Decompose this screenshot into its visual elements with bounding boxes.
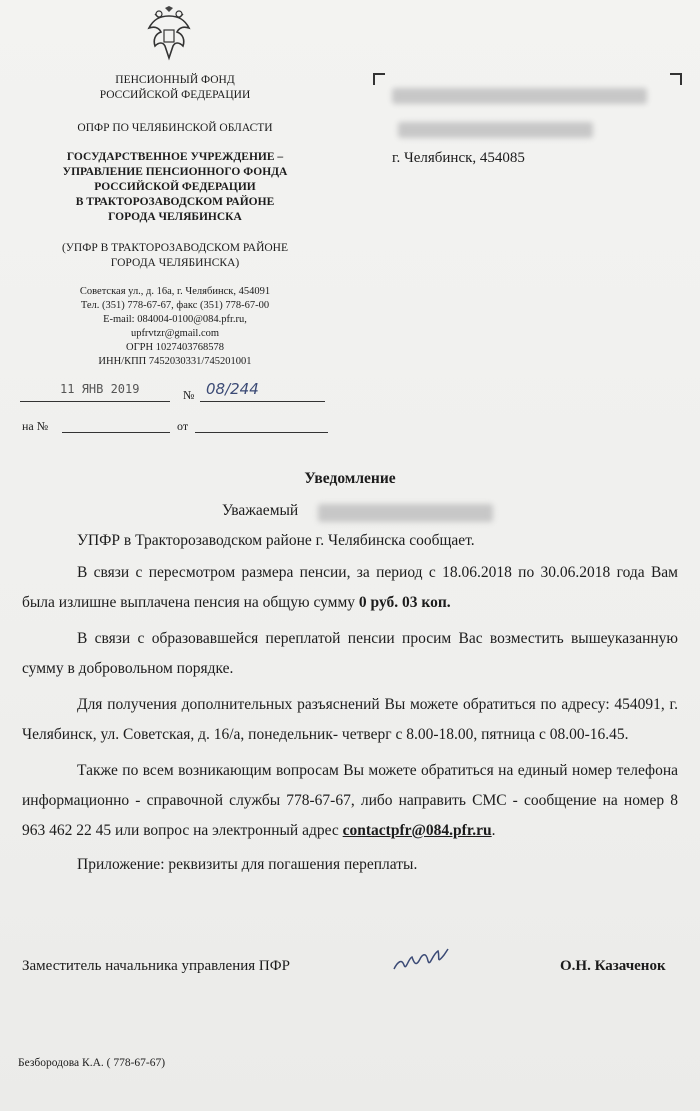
address-corner-mark bbox=[373, 73, 375, 85]
outgoing-number: 08/244 bbox=[206, 380, 259, 398]
fund-name-line1: ПЕНСИОННЫЙ ФОНД bbox=[115, 74, 235, 86]
russian-eagle-emblem-icon bbox=[145, 6, 193, 62]
reference-date-label: от bbox=[177, 419, 189, 433]
reference-date-field bbox=[195, 432, 328, 433]
number-underline bbox=[200, 401, 325, 402]
contact-email-link[interactable]: contactpfr@084.pfr.ru bbox=[342, 822, 492, 839]
institution-line: РОССИЙСКОЙ ФЕДЕРАЦИИ bbox=[94, 181, 256, 193]
institution-name bbox=[20, 150, 330, 225]
email-line: E-mail: 084004-0100@084.pfr.ru, bbox=[103, 314, 247, 325]
reference-number-label: на № bbox=[22, 419, 49, 433]
handwritten-signature-icon bbox=[392, 945, 450, 975]
institution-line: В ТРАКТОРОЗАВОДСКОМ РАЙОНЕ bbox=[75, 196, 275, 208]
overpayment-amount: 0 руб. 03 коп. bbox=[358, 594, 451, 611]
signatory-position: Заместитель начальника управления ПФР bbox=[22, 958, 290, 974]
contact-text-end: . bbox=[491, 822, 496, 839]
regional-office: ОПФР ПО ЧЕЛЯБИНСКОЙ ОБЛАСТИ bbox=[77, 122, 273, 134]
recipient-city: г. Челябинск, 454085 bbox=[392, 150, 525, 166]
overpayment-text: В связи с пересмотром размера пенсии, за период с 18.06.2018 по 30.06.2018 года Вам была излишне выплачена пенсия на общую сумму bbox=[22, 564, 678, 611]
email-line-2: upfrvtzr@gmail.com bbox=[130, 328, 220, 339]
institution-line: ГОСУДАРСТВЕННОЕ УЧРЕЖДЕНИЕ – bbox=[66, 151, 284, 163]
institution-line: УПРАВЛЕНИЕ ПЕНСИОННОГО ФОНДА bbox=[62, 166, 288, 178]
notice-body bbox=[22, 526, 678, 880]
reference-number-field bbox=[62, 432, 170, 433]
date-stamp: 11 ЯНВ 2019 bbox=[60, 382, 140, 396]
attachment-line: Приложение: реквизиты для погашения переплаты. bbox=[77, 856, 418, 873]
redacted-addressee-name bbox=[318, 504, 493, 522]
date-underline bbox=[20, 401, 170, 402]
short-name-line: (УПФР В ТРАКТОРОЗАВОДСКОМ РАЙОНЕ bbox=[61, 242, 289, 254]
address-corner-mark bbox=[373, 73, 385, 75]
overpayment-paragraph bbox=[22, 558, 678, 618]
institution-line: ГОРОДА ЧЕЛЯБИНСКА bbox=[108, 211, 242, 223]
repayment-request-paragraph: В связи с образовавшейся переплатой пенсии просим Вас возместить вышеуказанную сумму в добровольном порядке. bbox=[22, 630, 678, 677]
document-title: Уведомление bbox=[304, 470, 396, 487]
institution-short-name bbox=[20, 241, 330, 271]
fund-name bbox=[20, 73, 330, 103]
short-name-line: ГОРОДА ЧЕЛЯБИНСКА) bbox=[110, 257, 240, 269]
address-corner-mark bbox=[680, 73, 682, 85]
signatory-name: О.Н. Казаченок bbox=[560, 958, 666, 974]
intro-paragraph: УПФР в Тракторозаводском районе г. Челябинска сообщает. bbox=[77, 532, 475, 549]
address-line: Советская ул., д. 16а, г. Челябинск, 454091 bbox=[79, 286, 271, 297]
inn-kpp-line: ИНН/КПП 7452030331/745201001 bbox=[98, 356, 252, 367]
ogrn-line: ОГРН 1027403768578 bbox=[126, 342, 224, 353]
contact-paragraph bbox=[22, 756, 678, 846]
contact-text: Также по всем возникающим вопросам Вы можете обратиться на единый номер телефона информационно - справочной службы 778-67-67, либо направить СМС - сообщение на номер 8 963 462 22 45 или вопрос на электронный адрес bbox=[22, 762, 678, 839]
executor-info: Безбородова К.А. ( 778-67-67) bbox=[18, 1057, 166, 1069]
contact-details bbox=[40, 285, 310, 369]
fund-name-line2: РОССИЙСКОЙ ФЕДЕРАЦИИ bbox=[99, 89, 251, 101]
office-hours-paragraph: Для получения дополнительных разъяснений Вы можете обратиться по адресу: 454091, г. Челябинск, ул. Советская, д. 16/а, понедельник- четверг с 8.00-18.00, пятница с 08.00-16.45. bbox=[22, 696, 678, 743]
phone-line: Тел. (351) 778-67-67, факс (351) 778-67-00 bbox=[80, 300, 270, 311]
number-label: № bbox=[183, 388, 195, 402]
redacted-recipient-name bbox=[392, 88, 647, 104]
redacted-recipient-street bbox=[398, 122, 593, 138]
greeting: Уважаемый bbox=[222, 502, 299, 519]
